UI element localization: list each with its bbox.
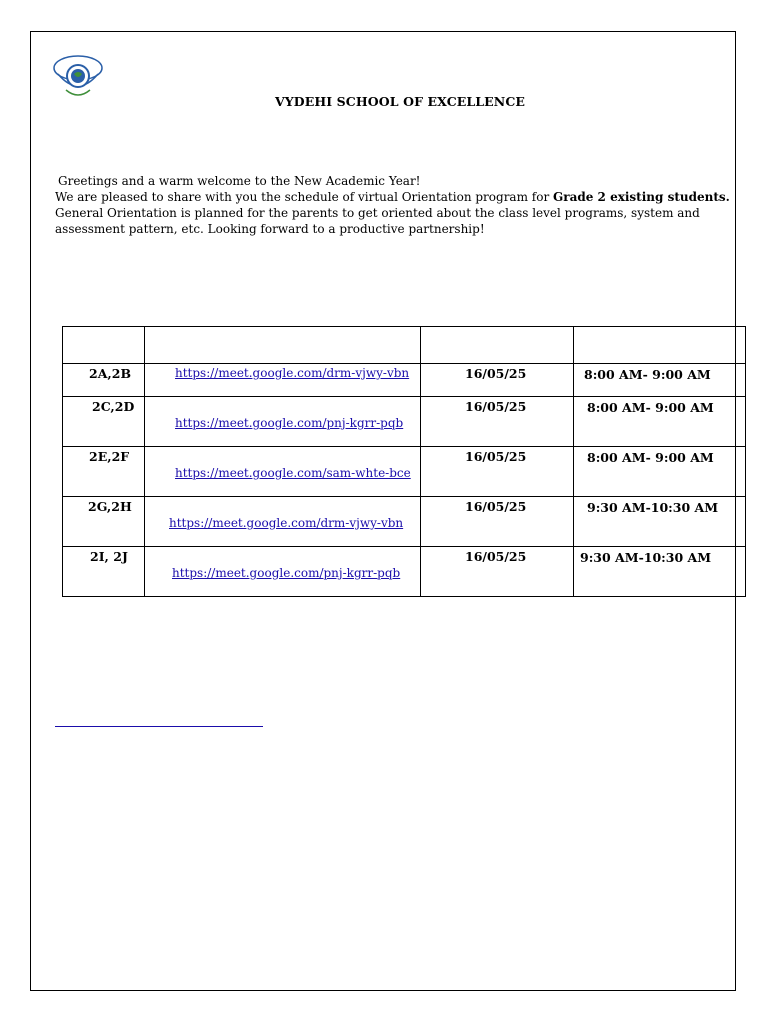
- table-row: [63, 497, 746, 547]
- grade-highlight: Grade 2 existing students.: [553, 190, 730, 204]
- time-cell: 8:00 AM- 9:00 AM: [587, 400, 714, 415]
- date-cell: 16/05/25: [465, 499, 527, 514]
- date-cell: 16/05/25: [465, 399, 527, 414]
- class-cell: 2A,2B: [89, 366, 132, 381]
- header-cell: [63, 327, 145, 364]
- time-cell: 9:30 AM-10:30 AM: [587, 500, 719, 515]
- schedule-intro-line: [55, 189, 735, 205]
- class-cell: 2E,2F: [89, 449, 130, 464]
- schedule-intro-prefix: We are pleased to share with you the schedule of virtual Orientation program for: [55, 190, 553, 204]
- class-cell: 2G,2H: [88, 499, 132, 514]
- meet-link[interactable]: https://meet.google.com/drm-vjwy-vbn: [175, 366, 410, 380]
- class-cell: 2C,2D: [92, 399, 135, 414]
- meet-link[interactable]: https://meet.google.com/pnj-kgrr-pqb: [172, 566, 401, 580]
- meet-link[interactable]: https://meet.google.com/sam-whte-bce: [175, 466, 411, 480]
- date-cell: 16/05/25: [465, 366, 527, 381]
- header-cell: [421, 327, 574, 364]
- date-cell: 16/05/25: [465, 549, 527, 564]
- orientation-line: General Orientation is planned for the parents to get oriented about the class level programs, system and: [55, 206, 700, 220]
- time-cell: 8:00 AM- 9:00 AM: [587, 450, 714, 465]
- header-cell: [574, 327, 746, 364]
- partnership-line: assessment pattern, etc. Looking forward to a productive partnership!: [55, 222, 485, 236]
- table-header-row: [63, 327, 746, 364]
- class-cell: 2I, 2J: [90, 549, 128, 564]
- date-cell: 16/05/25: [465, 449, 527, 464]
- meet-link[interactable]: https://meet.google.com/drm-vjwy-vbn: [169, 516, 404, 530]
- table-row: [63, 397, 746, 447]
- greeting-text: Greetings and a warm welcome to the New Academic Year!: [58, 174, 421, 188]
- table-row: [63, 364, 746, 397]
- footer-underline: [55, 726, 263, 727]
- table-row: [63, 447, 746, 497]
- table-row: [63, 547, 746, 597]
- time-cell: 8:00 AM- 9:00 AM: [584, 367, 711, 382]
- page-title: VYDEHI SCHOOL OF EXCELLENCE: [274, 94, 525, 109]
- meet-link[interactable]: https://meet.google.com/pnj-kgrr-pqb: [175, 416, 404, 430]
- schedule-table: [62, 326, 746, 597]
- time-cell: 9:30 AM-10:30 AM: [580, 550, 712, 565]
- header-cell: [145, 327, 421, 364]
- intro-text: [55, 173, 735, 237]
